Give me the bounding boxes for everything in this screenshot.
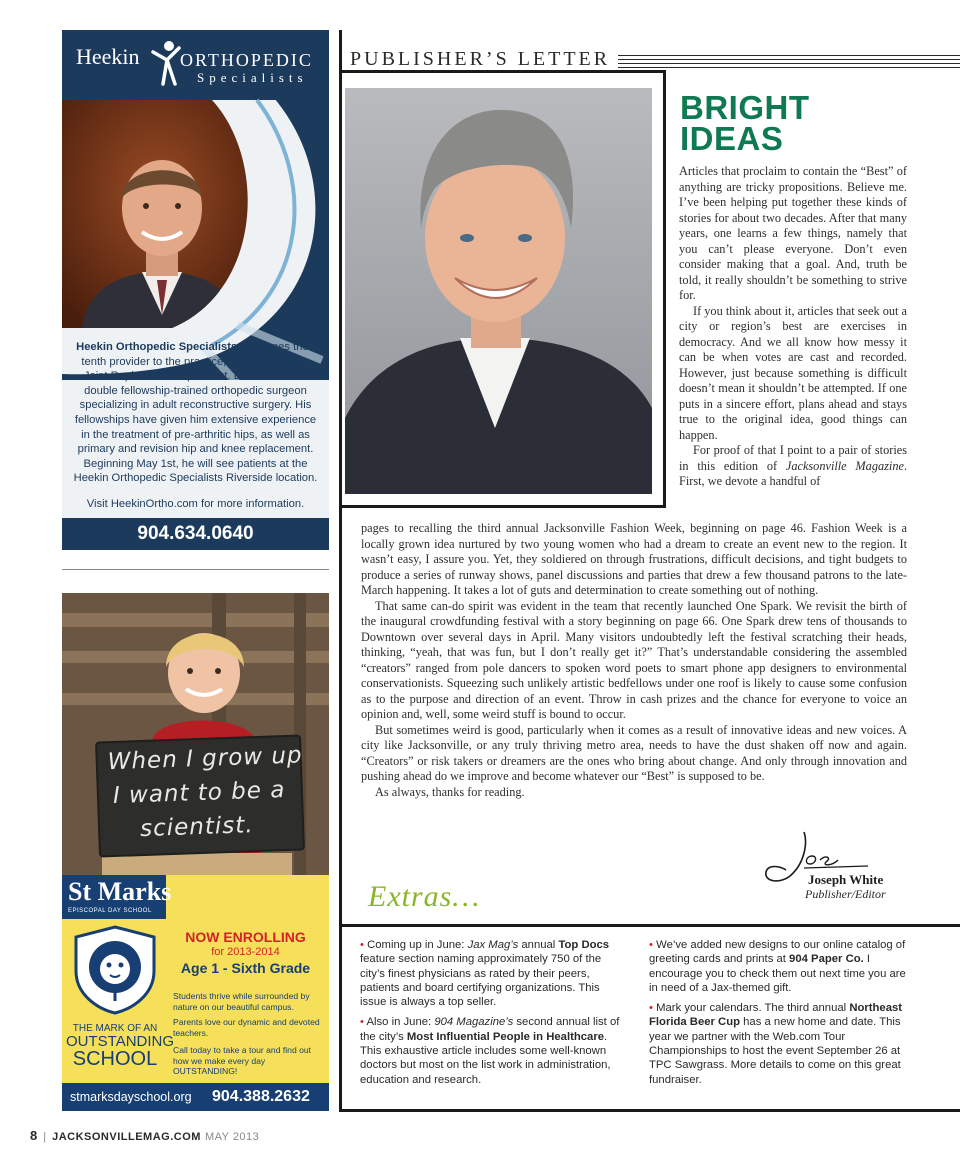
bullet-icon: • <box>649 939 653 951</box>
heekin-brand-orthopedic: ORTHOPEDIC <box>180 50 313 70</box>
headline-line-2: IDEAS <box>680 120 784 157</box>
item-text: Coming up in June: <box>367 939 468 951</box>
heekin-body-bold: Heekin Orthopedic Specialists <box>76 341 238 353</box>
chalk-line-1: When I grow up <box>107 742 303 776</box>
headline-line-1: BRIGHT <box>680 89 810 126</box>
item-text: has a new home and date. This year we partner with the Web.com Tour Championships to host the event September 26 at TPC Sawgrass. More details to come on this great fundraiser. <box>649 1016 901 1086</box>
heekin-logo-figure-icon <box>149 38 183 88</box>
header-rule-3 <box>618 63 960 64</box>
item-bold: Northeast Florida Beer Cup <box>649 1002 903 1029</box>
letter-left-rule <box>339 30 342 1112</box>
p3-text-b: . First, we devote a handful of <box>679 458 908 488</box>
enroll-paragraph-3: Call today to take a tour and find out how we make every day OUTSTANDING! <box>173 1045 312 1076</box>
bullet-icon: • <box>360 939 364 951</box>
headline <box>680 89 860 157</box>
item-text: . This exhaustive article includes some well-known doctors but most on the list work in administration, education and research. <box>360 1030 611 1086</box>
heekin-orthopedic-ad <box>62 30 329 550</box>
letter-paragraph-3-start <box>679 443 907 490</box>
heekin-ad-body <box>72 340 319 486</box>
item-text: Also in June: <box>366 1016 435 1029</box>
chalkboard <box>95 734 305 857</box>
heekin-brand-name: Heekin <box>76 44 140 69</box>
p3-text-a: For proof of that I point to a pair of stories in this edition of <box>679 443 907 473</box>
section-header: PUBLISHER’S LETTER <box>350 48 611 70</box>
doctor-portrait-photo <box>62 100 252 328</box>
letter-paragraph-4: That same can-do spirit was evident in the team that recently launched One Spark. We revisit the birth of the inaugural crowdfunding festival with a story beginning on page 66. One Spark drew tens of thousands to Downtown over several days in April. Many visitors undoubtedly left the festival scratching their heads, thinking, “yeah, that was fun, but I don’t really get it?” That’s understandable considering the assembled “creators” ranged from pole dancers to spoken word poets to smart phone app designers to environmental conservationists. Squeezing such unlikely artistic bedfellows under one roof is likely to cause some confusion as to the purpose and direction of an event. Throw in cash prizes and the chance for everyone to voice an opinion and, well, some weird stuff is bound to occur. <box>361 598 907 721</box>
extras-item-influential <box>360 1015 628 1086</box>
bullet-icon: • <box>649 1002 653 1015</box>
item-text: We’ve added new designs to our online catalog of greeting cards and prints at <box>649 939 906 966</box>
item-bold: Most Influential People in Healthcare <box>406 1030 604 1043</box>
heekin-ad-cta: Visit HeekinOrtho.com for more information. <box>86 498 305 510</box>
heekin-body-text: welcomes their tenth provider to the practice, Dr. Max Lincoln, Joint Replacement Specialist. Dr. Lincoln is a double fellowship-trained orthopedic surgeon specializing in adult reconstructive surgery. His fellowships have given him extensive experience in the treatment of pre-arthritic hips, as well as primary and revision hip and knee replacement. Beginning May 1st, he will see patients at the Heekin Orthopedic Specialists Riverside location. <box>73 341 318 485</box>
outstanding-text: OUTSTANDING <box>66 1033 175 1050</box>
signature-title: Publisher/Editor <box>805 887 886 901</box>
heekin-brand-specialists: Specialists <box>197 70 308 85</box>
extras-heading: Extras… <box>368 880 480 913</box>
letter-paragraph-1: Articles that proclaim to contain the “Best” of anything are tricky propositions. Believe me. I’ve been helping put together these kinds of stories for about two decades. After that many years, one learns a few things, namely that you can’t please everyone. Don’t even consider making that a goal. And, truth be told, it really shouldn’t be something to strive for. <box>679 164 907 302</box>
st-marks-school-ad <box>62 593 329 1111</box>
photo-frame-bottom <box>339 505 666 508</box>
now-enrolling-heading: NOW ENROLLING <box>185 929 306 945</box>
chalk-line-3: scientist. <box>139 812 254 843</box>
enrollment-grades: Age 1 - Sixth Grade <box>180 960 311 976</box>
letter-paragraph-6: As always, thanks for reading. <box>375 784 525 799</box>
page-folio <box>30 1128 259 1143</box>
extras-item-paper-co <box>649 938 917 995</box>
folio-date: MAY 2013 <box>204 1131 260 1143</box>
item-italic: 904 Magazine’s <box>434 1016 514 1029</box>
lion-crest-icon <box>70 923 160 1015</box>
extras-item-top-docs <box>360 938 628 1009</box>
photo-frame-top <box>339 70 666 73</box>
item-text: feature section naming approximately 750 of the city’s finest physicians as rated by their peers, patients and board certifying organizations. This issue is always a top seller. <box>360 953 602 1009</box>
extras-item-beer-cup <box>649 1001 917 1087</box>
letter-paragraph-3-cont: pages to recalling the third annual Jacksonville Fashion Week, beginning on page 46. Fashion Week is a locally grown idea nurtured by two young women who had a dream to create an event new to the region. It wasn’t easy, I assure you. Yet, they soldiered on through frustrations, difficult decisions, and tight budgets to produce a series of runway shows, panel discussions and parties that drew a few thousand patrons to the late-March happening. It takes a lot of guts and determination to create something out of nothing. <box>361 521 907 597</box>
item-text: I encourage you to check them out next time you are in need of a Jax-themed gift. <box>649 953 906 994</box>
item-text: annual <box>518 939 559 951</box>
chalk-line-2: I want to be a <box>112 777 286 810</box>
extras-bottom-rule <box>339 1109 960 1112</box>
extras-top-rule <box>339 924 960 927</box>
letter-wide-column <box>361 521 907 800</box>
enroll-paragraph-2: Parents love our dynamic and devoted teachers. <box>173 1017 320 1038</box>
left-column-divider <box>62 569 329 570</box>
extras-left-column <box>360 938 628 1093</box>
enrollment-years: for 2013-2014 <box>211 946 280 958</box>
extras-right-column <box>649 938 917 1093</box>
item-italic: Jax Mag’s <box>467 939 519 951</box>
bullet-icon: • <box>360 1016 364 1029</box>
folio-separator: | <box>43 1131 47 1143</box>
st-marks-logo-subtitle: EPISCOPAL DAY SCHOOL <box>68 908 152 914</box>
publisher-portrait-photo <box>345 88 652 494</box>
st-marks-logo: St Marks <box>68 877 172 906</box>
header-rule-2 <box>618 59 960 60</box>
item-bold: Top Docs <box>558 939 610 951</box>
item-bold: 904 Paper Co. <box>789 953 864 966</box>
page-number: 8 <box>30 1128 38 1143</box>
mark-of-an-text: THE MARK OF AN <box>72 1023 158 1034</box>
signature-name: Joseph White <box>808 872 884 887</box>
st-marks-footer <box>62 1083 329 1111</box>
enroll-paragraph-1: Students thrive while surrounded by nature on our beautiful campus. <box>173 991 310 1012</box>
letter-paragraph-5: But sometimes weird is good, particularly when it comes as a result of innovative ideas and new voices. A city like Jacksonville, or any truly thriving metro area, needs to have the dust shaken off now and again. “Creators” or risk takers or dreamers are the ones who bring about change. And only through innovation and pushing ahead do we improve and become whatever our “Best” is supposed to be. <box>361 722 907 783</box>
p3-magazine-title: Jacksonville Magazine <box>785 458 904 473</box>
heekin-phone: 904.634.0640 <box>62 518 329 550</box>
folio-site: JACKSONVILLEMAG.COM <box>52 1131 201 1143</box>
header-rule-4 <box>618 67 960 68</box>
item-text: second annual list of the city’s <box>360 1016 620 1043</box>
letter-paragraph-2: If you think about it, articles that seek out a city or region’s best are exercises in democracy. And we all know how messy it can be when votes are cast and recorded. However, just because something is difficult doesn’t mean it shouldn’t be attempted. If one puts in a sincere effort, plans ahead and stays true to the original idea, good things can happen. <box>679 303 907 442</box>
item-text: Mark your calendars. The third annual <box>656 1002 850 1015</box>
photo-frame-right <box>663 70 666 508</box>
header-rule-1 <box>618 55 960 56</box>
st-marks-url: stmarksdayschool.org <box>70 1090 192 1104</box>
st-marks-phone: 904.388.2632 <box>212 1088 310 1105</box>
school-text: SCHOOL <box>72 1048 158 1070</box>
letter-narrow-column <box>679 164 907 490</box>
